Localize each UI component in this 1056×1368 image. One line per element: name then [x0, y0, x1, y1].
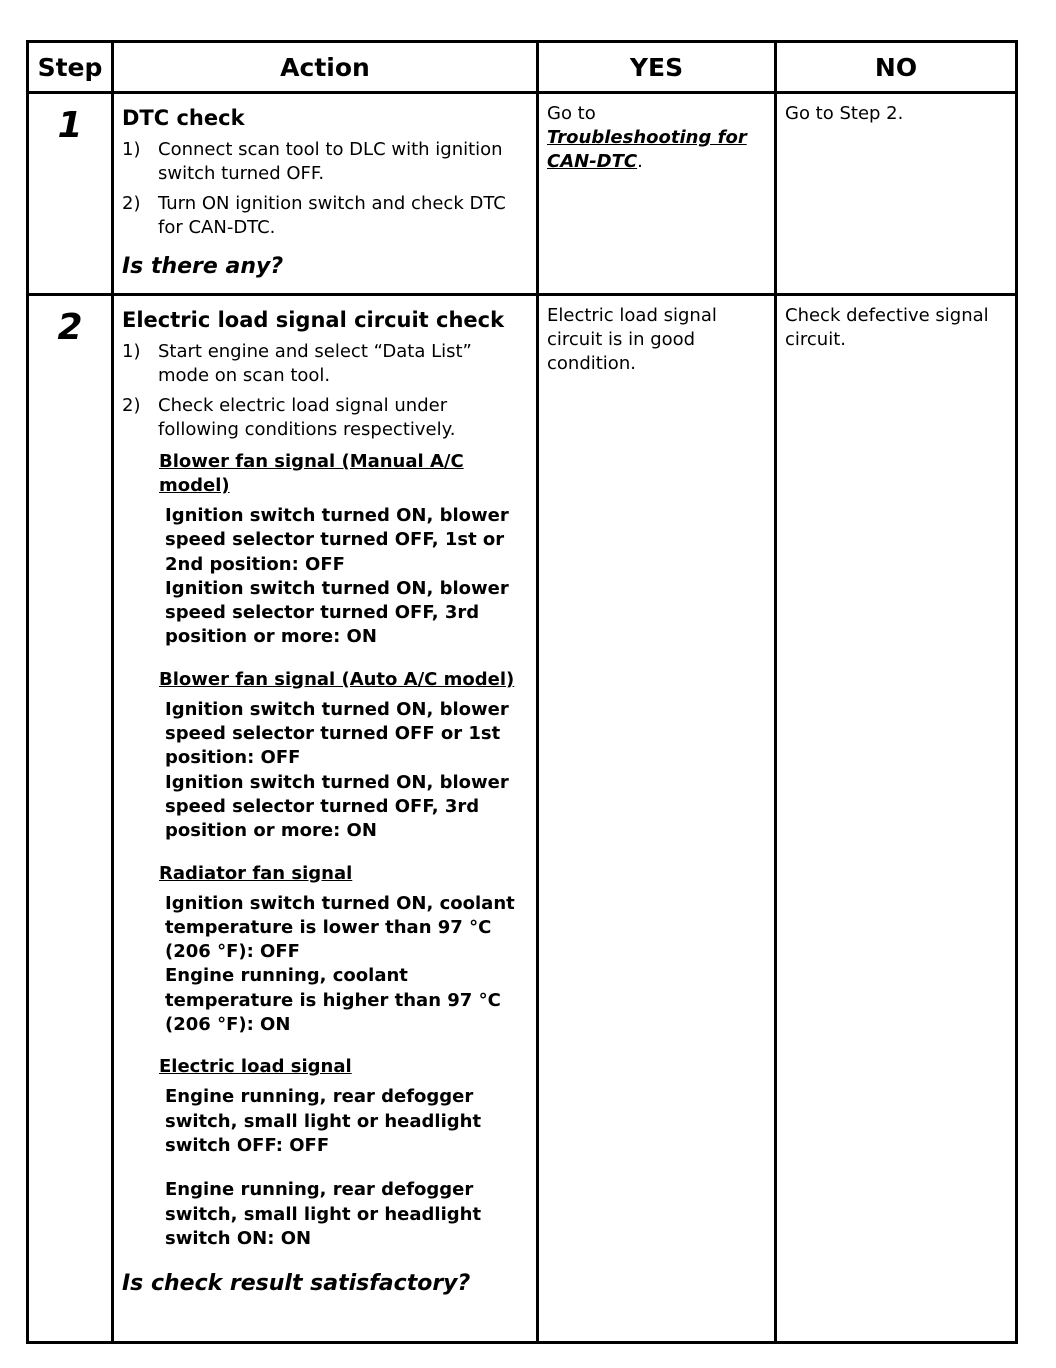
no-cell: Go to Step 2. [776, 93, 1017, 295]
condition: Ignition switch turned ON, blower speed selector turned OFF, 3rd position or more: ON [165, 771, 509, 842]
condition: Ignition switch turned ON, blower speed selector turned OFF, 3rd position or more: ON [165, 577, 509, 648]
substep-number: 2) [122, 193, 141, 214]
action-cell [113, 295, 538, 1343]
header-step: Step [28, 42, 113, 93]
step-number: 2 [28, 295, 113, 1343]
section-title: Blower fan signal (Manual A/C model) [159, 451, 464, 496]
step-number: 1 [28, 93, 113, 295]
section-title: Electric load signal [159, 1056, 352, 1078]
substep [122, 192, 528, 240]
condition: Engine running, rear defogger switch, small light or headlight switch ON: ON [165, 1179, 482, 1249]
troubleshooting-link[interactable]: Troubleshooting for CAN-DTC [547, 127, 747, 172]
section-title: Blower fan signal (Auto A/C model) [159, 668, 515, 690]
yes-cell [538, 93, 776, 295]
condition: Ignition switch turned ON, blower speed selector turned OFF, 1st or 2nd position: OFF [165, 505, 509, 575]
substep-text: Check electric load signal under following conditions respectively. [158, 395, 456, 440]
action-title: Electric load signal circuit check [122, 308, 505, 332]
substep-number: 1) [122, 139, 141, 160]
table-row-step-2 [28, 295, 1017, 1343]
substep-number: 2) [122, 395, 141, 416]
troubleshooting-table [26, 40, 1018, 1344]
condition: Ignition switch turned ON, blower speed selector turned OFF or 1st position: OFF [165, 698, 509, 769]
substep [122, 138, 528, 186]
spacer [122, 1158, 528, 1178]
action-question: Is there any? [122, 254, 284, 279]
substep [122, 394, 528, 442]
header-action: Action [113, 42, 538, 93]
substep [122, 340, 528, 388]
action-cell [113, 93, 538, 295]
yes-prefix: Go to [547, 103, 596, 124]
table-row-step-1 [28, 93, 1017, 295]
substep-text: Turn ON ignition switch and check DTC for CAN-DTC. [158, 193, 506, 238]
section-title: Radiator fan signal [159, 862, 353, 884]
substep-text: Connect scan tool to DLC with ignition switch turned OFF. [158, 139, 503, 184]
substep-number: 1) [122, 341, 141, 362]
header-no: NO [776, 42, 1017, 93]
action-title: DTC check [122, 106, 245, 130]
condition: Engine running, coolant temperature is higher than 97 °C (206 °F): ON [165, 965, 501, 1036]
header-yes: YES [538, 42, 776, 93]
substep-text: Start engine and select “Data List” mode on scan tool. [158, 341, 472, 386]
yes-cell: Electric load signal circuit is in good condition. [538, 295, 776, 1343]
header-row [28, 42, 1017, 93]
yes-suffix: . [637, 151, 643, 172]
action-question: Is check result satisfactory? [122, 1271, 471, 1297]
condition: Engine running, rear defogger switch, small light or headlight switch OFF: OFF [165, 1086, 482, 1156]
no-cell: Check defective signal circuit. [776, 295, 1017, 1343]
condition: Ignition switch turned ON, coolant temperature is lower than 97 °C (206 °F): OFF [165, 892, 515, 963]
